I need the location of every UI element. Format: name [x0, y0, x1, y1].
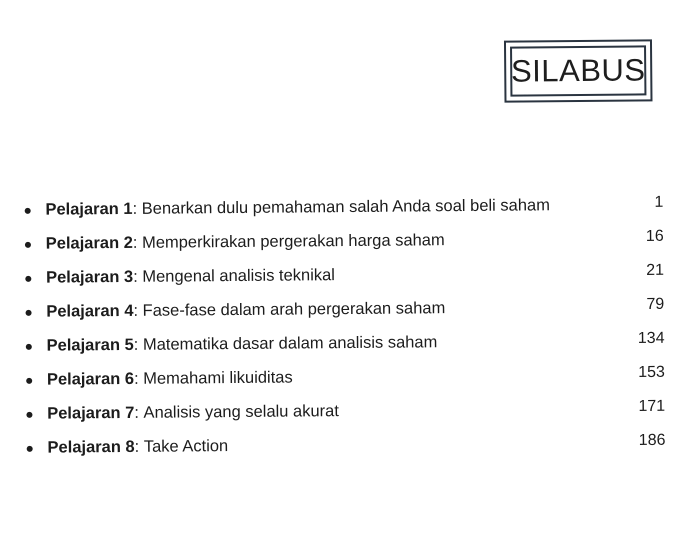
bullet-icon: ● — [23, 201, 32, 218]
list-item — [24, 289, 664, 329]
lesson-label: Pelajaran 8 — [47, 437, 135, 457]
lesson-separator: : — [132, 199, 142, 218]
syllabus-list — [23, 187, 665, 465]
lesson-label: Pelajaran 4 — [46, 301, 134, 321]
list-item — [25, 391, 665, 431]
lesson-label: Pelajaran 7 — [47, 403, 135, 423]
lesson-separator: : — [132, 233, 143, 252]
lesson-page-number: 171 — [638, 397, 666, 416]
lesson-label: Pelajaran 1 — [45, 199, 133, 219]
lesson-title: Benarkan dulu pemahaman salah Anda soal beli saham — [141, 195, 550, 218]
list-item — [25, 357, 665, 397]
lesson-title: Memperkirakan pergerakan harga saham — [141, 230, 445, 252]
list-item — [24, 323, 664, 363]
lesson-title: Memahami likuiditas — [143, 368, 293, 388]
lesson-title: Mengenal analisis teknikal — [142, 265, 336, 286]
bullet-icon: ● — [24, 371, 34, 388]
lesson-separator: : — [134, 403, 144, 422]
lesson-page-number: 21 — [646, 261, 665, 279]
bullet-icon: ● — [24, 337, 34, 354]
page-title: SILABUS — [510, 52, 646, 89]
lesson-separator: : — [133, 369, 144, 388]
list-item — [25, 425, 665, 465]
bullet-icon: ● — [23, 235, 33, 252]
lesson-separator: : — [133, 301, 143, 320]
title-box — [504, 39, 653, 102]
lesson-separator: : — [133, 335, 143, 354]
title-box-inner — [510, 45, 646, 96]
lesson-title: Analisis yang selalu akurat — [143, 401, 339, 422]
lesson-label: Pelajaran 2 — [45, 233, 133, 253]
lesson-page-number: 1 — [654, 193, 664, 211]
lesson-separator: : — [134, 437, 144, 456]
lesson-title: Matematika dasar dalam analisis saham — [142, 332, 438, 354]
list-item — [23, 187, 663, 227]
lesson-label: Pelajaran 6 — [46, 369, 135, 389]
list-item — [24, 221, 664, 261]
lesson-separator: : — [133, 267, 143, 286]
bullet-icon: ● — [23, 269, 33, 286]
lesson-title: Take Action — [143, 436, 229, 456]
lesson-label: Pelajaran 5 — [46, 335, 134, 355]
lesson-page-number: 16 — [645, 227, 664, 245]
bullet-icon: ● — [25, 405, 34, 422]
lesson-page-number: 134 — [637, 329, 665, 348]
lesson-page-number: 186 — [638, 431, 666, 450]
bullet-icon: ● — [25, 439, 35, 456]
lesson-page-number: 79 — [646, 295, 665, 313]
lesson-label: Pelajaran 3 — [45, 267, 134, 287]
lesson-page-number: 153 — [638, 363, 665, 382]
bullet-icon: ● — [24, 303, 33, 320]
list-item — [24, 255, 664, 295]
lesson-title: Fase-fase dalam arah pergerakan saham — [142, 298, 446, 320]
